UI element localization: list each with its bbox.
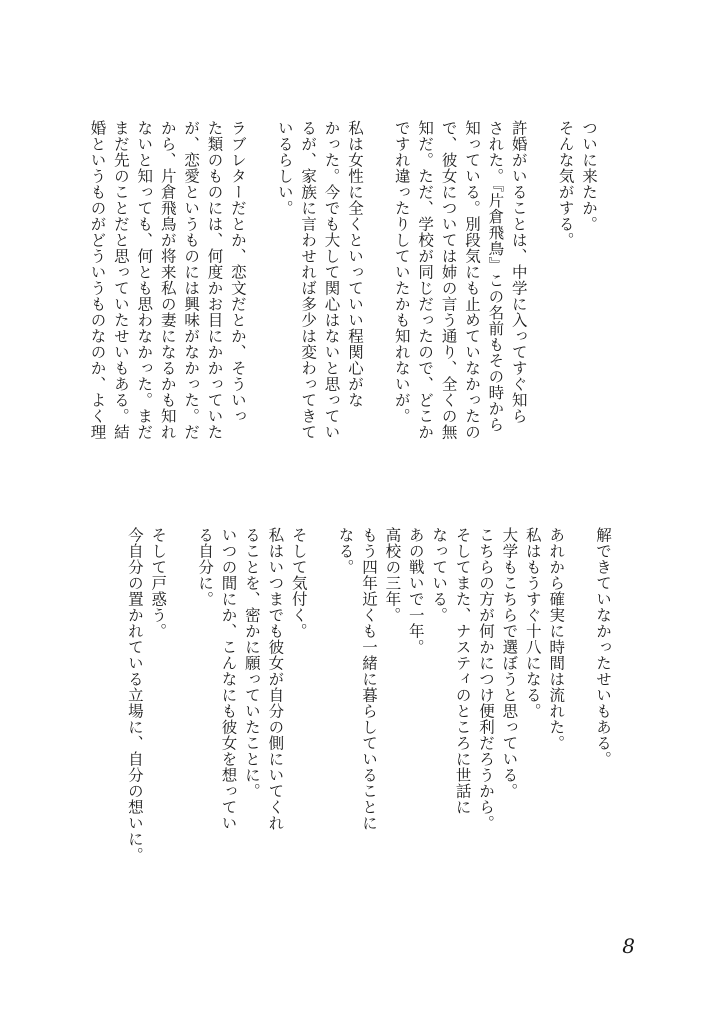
text-column: そしてまた、ナスティのところに世話に <box>453 527 472 815</box>
text-column: あれから確実に時間は流れた。 <box>547 527 566 751</box>
text-column: された。『片倉飛鳥』この名前もその時から <box>486 120 505 433</box>
text-column: 今自分の置かれている立場に、自分の想いに。 <box>125 527 144 863</box>
text-column: あの戦いで一年。 <box>406 527 425 655</box>
text-column: 婚というものがどういうものなのか、よく理 <box>88 120 107 440</box>
text-column: そして気付く。 <box>289 527 308 639</box>
text-column: ですれ違ったりしていたかも知れないが。 <box>392 120 411 424</box>
text-column: から、片倉飛鳥が将来私の妻になるかも知れ <box>158 120 177 440</box>
text-column: いつの間にか、こんなにも彼女を想ってい <box>219 527 238 831</box>
text-column: なっている。 <box>430 527 449 623</box>
text-column: るが、家族に言わせれば多少は変わってきて <box>299 120 318 440</box>
text-column: そんな気がする。 <box>556 120 575 248</box>
text-block-bottom <box>122 527 614 917</box>
text-column: 高校の三年。 <box>383 527 402 623</box>
text-column: 私はいつまでも彼女が自分の側にいてくれ <box>266 527 285 831</box>
text-column: が、恋愛というものには興味がなかった。だ <box>182 120 201 440</box>
text-column: ラブレターだとか、恋文だとか、そういっ <box>228 120 247 424</box>
text-column: 大学もこちらで選ぼうと思っている。 <box>500 527 519 799</box>
text-column: 知だ。ただ、学校が同じだったので、どこか <box>416 120 435 440</box>
text-column: そして戸惑う。 <box>149 527 168 639</box>
text-column: 知っている。別段気にも止めていなかったの <box>462 120 481 440</box>
text-column: いるらしい。 <box>275 120 294 216</box>
text-block-top <box>85 120 600 495</box>
text-column: ついに来たか。 <box>580 120 598 232</box>
text-column: 許婚がいることは、中学に入ってすぐ知ら <box>509 120 528 424</box>
text-column: かった。今でも大して関心はないと思ってい <box>322 120 341 440</box>
text-column: なる。 <box>336 527 355 575</box>
text-column: こちらの方が何かにつけ便利だろうから。 <box>476 527 495 831</box>
text-column: もう四年近くも一緒に暮らしていることに <box>359 527 378 831</box>
text-column: まだ先のことだと思っていたせいもある。結 <box>111 120 130 440</box>
text-column: る自分に。 <box>196 527 215 607</box>
text-column <box>567 527 590 917</box>
text-column <box>530 120 553 495</box>
text-column: 私は女性に全くといっていい程関心がな <box>345 120 364 408</box>
text-column <box>249 120 272 495</box>
text-column: で、彼女については姉の言う通り、全くの無 <box>439 120 458 440</box>
text-column <box>310 527 333 917</box>
text-column <box>366 120 389 495</box>
text-column <box>169 527 192 917</box>
text-column: 解できていなかったせいもある。 <box>594 527 612 767</box>
text-column: た類のものには、何度かお目にかかっていた <box>205 120 224 440</box>
text-column: ることを、密かに願っていたことに。 <box>242 527 261 799</box>
text-column: 私はもうすぐ十八になる。 <box>523 527 542 719</box>
page-number: 8 <box>622 934 635 958</box>
text-column: ないと知っても、何とも思わなかった。まだ <box>135 120 154 440</box>
